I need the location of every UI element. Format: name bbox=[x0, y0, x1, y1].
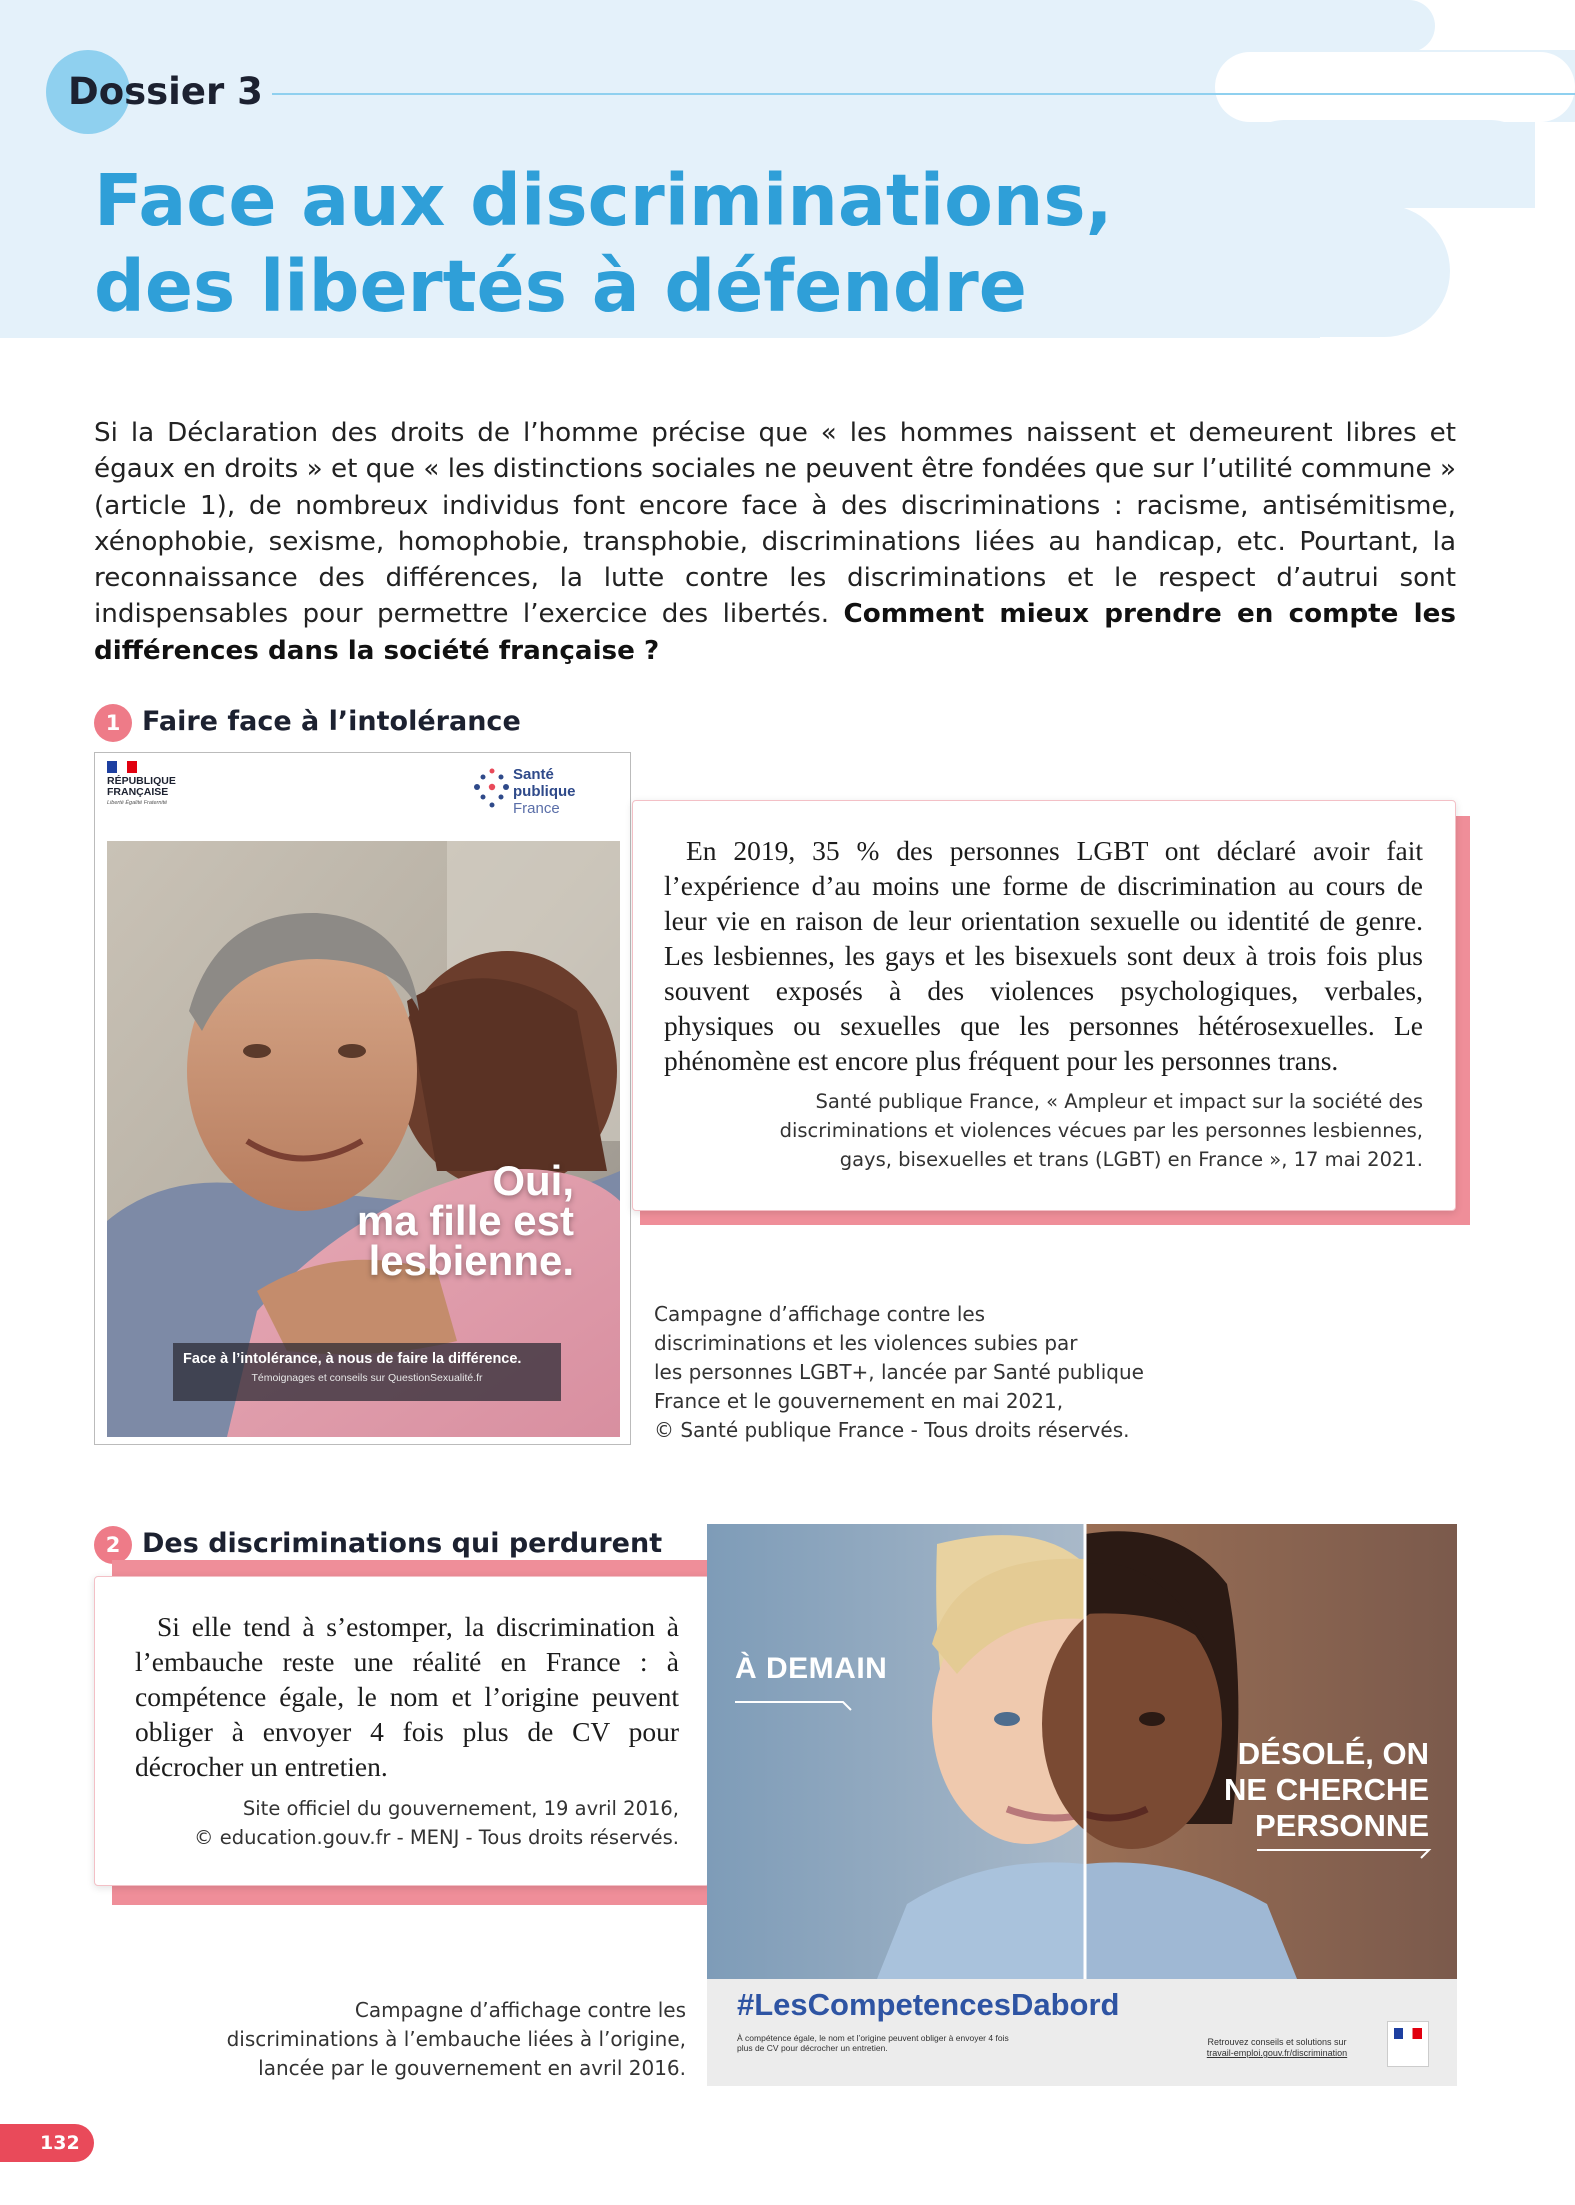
tagline-text: Face à l’intolérance, à nous de faire la différence. bbox=[183, 1351, 522, 1367]
poster-2-footer bbox=[707, 1979, 1457, 2086]
subtagline-text: Témoignages et conseils sur QuestionSexualité.fr bbox=[251, 1372, 483, 1384]
quote-2-source bbox=[135, 1794, 679, 1852]
page-number: 132 bbox=[0, 2124, 94, 2162]
french-flag-icon bbox=[1394, 2028, 1422, 2039]
source-1-line-1: Santé publique France, « Ampleur et impact sur la société des bbox=[815, 1090, 1423, 1113]
intro-question: Comment mieux prendre en compte les différences dans la société française ? bbox=[94, 599, 1456, 666]
section-1-title: Faire face à l’intolérance bbox=[142, 706, 521, 737]
poster-hashtag: #LesCompetencesDabord bbox=[737, 1987, 1120, 2022]
poster-2-right-text bbox=[1224, 1736, 1429, 1844]
section-1-number: 1 bbox=[94, 704, 132, 742]
father-hugging-daughter-photo bbox=[107, 841, 620, 1437]
intro-paragraph bbox=[94, 415, 1456, 669]
caption-2-line-1: Campagne d’affichage contre les bbox=[354, 1998, 686, 2022]
republique-francaise-logo bbox=[107, 761, 197, 807]
republique-francaise-logo bbox=[1387, 2021, 1429, 2067]
source-2-line-1: Site officiel du gouvernement, 19 avril 2016, bbox=[242, 1797, 679, 1820]
source-1-line-3: gays, bisexuelles et trans (LGBT) en France », 17 mai 2021. bbox=[839, 1148, 1423, 1171]
poster-tagline bbox=[173, 1343, 561, 1401]
poster-slogan bbox=[356, 1157, 574, 1284]
right-text-line-3: PERSONNE bbox=[1255, 1808, 1429, 1843]
title-line-2: des libertés à défendre bbox=[94, 245, 1027, 328]
spf-line-3: France bbox=[513, 800, 560, 817]
intro-text: Si la Déclaration des droits de l’homme précise que « les hommes naissent et demeurent libres et égaux en droits » et que « les distinctions sociales ne peuvent être fondées que sur l’utilité commune » (article 1), de nombreux individus font encore face à des discriminations : racisme, antisémitisme, xénophobie, sexisme, homophobie, transphobie, discriminations liées au handicap, etc. Pourtant, la reconnaissance des différences, la lutte contre les discriminations et le respect d’autrui sont indispensables pour permettre l’exercice des libertés. bbox=[94, 418, 1456, 630]
rf-motto: Liberté Égalité Fraternité bbox=[107, 800, 168, 806]
rf-line-2: FRANÇAISE bbox=[107, 786, 169, 798]
caption-2-line-2: discriminations à l’embauche liées à l’origine, bbox=[226, 2027, 686, 2051]
sante-publique-france-logo bbox=[473, 761, 593, 819]
page-title bbox=[94, 158, 1194, 330]
poster-1-caption bbox=[654, 1300, 1144, 1445]
quote-1-source bbox=[664, 1087, 1423, 1174]
spf-dots-icon bbox=[473, 765, 511, 813]
dossier-label: Dossier 3 bbox=[68, 70, 263, 113]
poster-2-left-text: À DEMAIN bbox=[735, 1652, 888, 1685]
quote-2-box bbox=[94, 1576, 710, 1886]
caption-1-line-3: les personnes LGBT+, lancée par Santé publique bbox=[654, 1360, 1144, 1384]
caption-1-line-2: discriminations et les violences subies par bbox=[654, 1331, 1078, 1355]
caption-1-line-5: © Santé publique France - Tous droits réservés. bbox=[654, 1418, 1130, 1442]
rf-line-1: RÉPUBLIQUE bbox=[107, 775, 176, 787]
quote-2-text: Si elle tend à s’estomper, la discrimination à l’embauche reste une réalité en France : à compétence égale, le nom et l’origine peuvent obliger à envoyer 4 fois plus de CV pour décrocher un entretien. bbox=[135, 1611, 679, 1782]
caption-2-line-3: lancée par le gouvernement en avril 2016. bbox=[258, 2056, 686, 2080]
french-flag-icon bbox=[107, 761, 137, 773]
slogan-line-1: Oui, bbox=[492, 1157, 574, 1204]
right-text-line-2: NE CHERCHE bbox=[1224, 1772, 1429, 1807]
caption-1-line-4: France et le gouvernement en mai 2021, bbox=[654, 1389, 1064, 1413]
poster-2-caption bbox=[160, 1996, 686, 2083]
spf-line-2: publique bbox=[513, 783, 576, 800]
source-2-line-2: © education.gouv.fr - MENJ - Tous droits réservés. bbox=[194, 1826, 679, 1849]
poster-right-link: travail-emploi.gouv.fr/discrimination bbox=[1206, 2048, 1348, 2058]
quote-1-text: En 2019, 35 % des personnes LGBT ont déclaré avoir fait l’expérience d’au moins une forme de discrimination au cours de leur vie en raison de leur orientation sexuelle ou identité de genre. Les lesbiennes, les gays et les bisexuels sont deux à trois fois plus souvent exposés à des violences psychologiques, verbales, physiques ou sexuelles que les personnes hétérosexuelles. Le phénomène est encore plus fréquent pour les personnes trans. bbox=[664, 835, 1423, 1076]
caption-1-line-1: Campagne d’affichage contre les bbox=[654, 1302, 986, 1326]
spf-wordmark bbox=[513, 766, 576, 817]
hiring-discrimination-poster bbox=[707, 1524, 1457, 2086]
lgbt-campaign-poster bbox=[94, 752, 631, 1445]
spf-line-1: Santé bbox=[513, 766, 554, 783]
poster-right-text bbox=[1179, 2037, 1375, 2059]
quote-1-box bbox=[632, 800, 1456, 1211]
section-2-number: 2 bbox=[94, 1526, 132, 1564]
section-2-title: Des discriminations qui perdurent bbox=[142, 1528, 663, 1559]
right-text-line-1: DÉSOLÉ, ON bbox=[1237, 1736, 1429, 1771]
source-1-line-2: discriminations et violences vécues par les personnes lesbiennes, bbox=[779, 1119, 1423, 1142]
poster-right-line: Retrouvez conseils et solutions sur bbox=[1207, 2037, 1347, 2047]
slogan-line-2: ma fille est bbox=[356, 1197, 574, 1244]
slogan-line-3: lesbienne. bbox=[368, 1237, 574, 1284]
dossier-rule bbox=[272, 93, 1575, 95]
poster-small-text: À compétence égale, le nom et l’origine peuvent obliger à envoyer 4 fois plus de CV pour décrocher un entretien. bbox=[737, 2033, 1009, 2053]
title-line-1: Face aux discriminations, bbox=[94, 159, 1113, 242]
